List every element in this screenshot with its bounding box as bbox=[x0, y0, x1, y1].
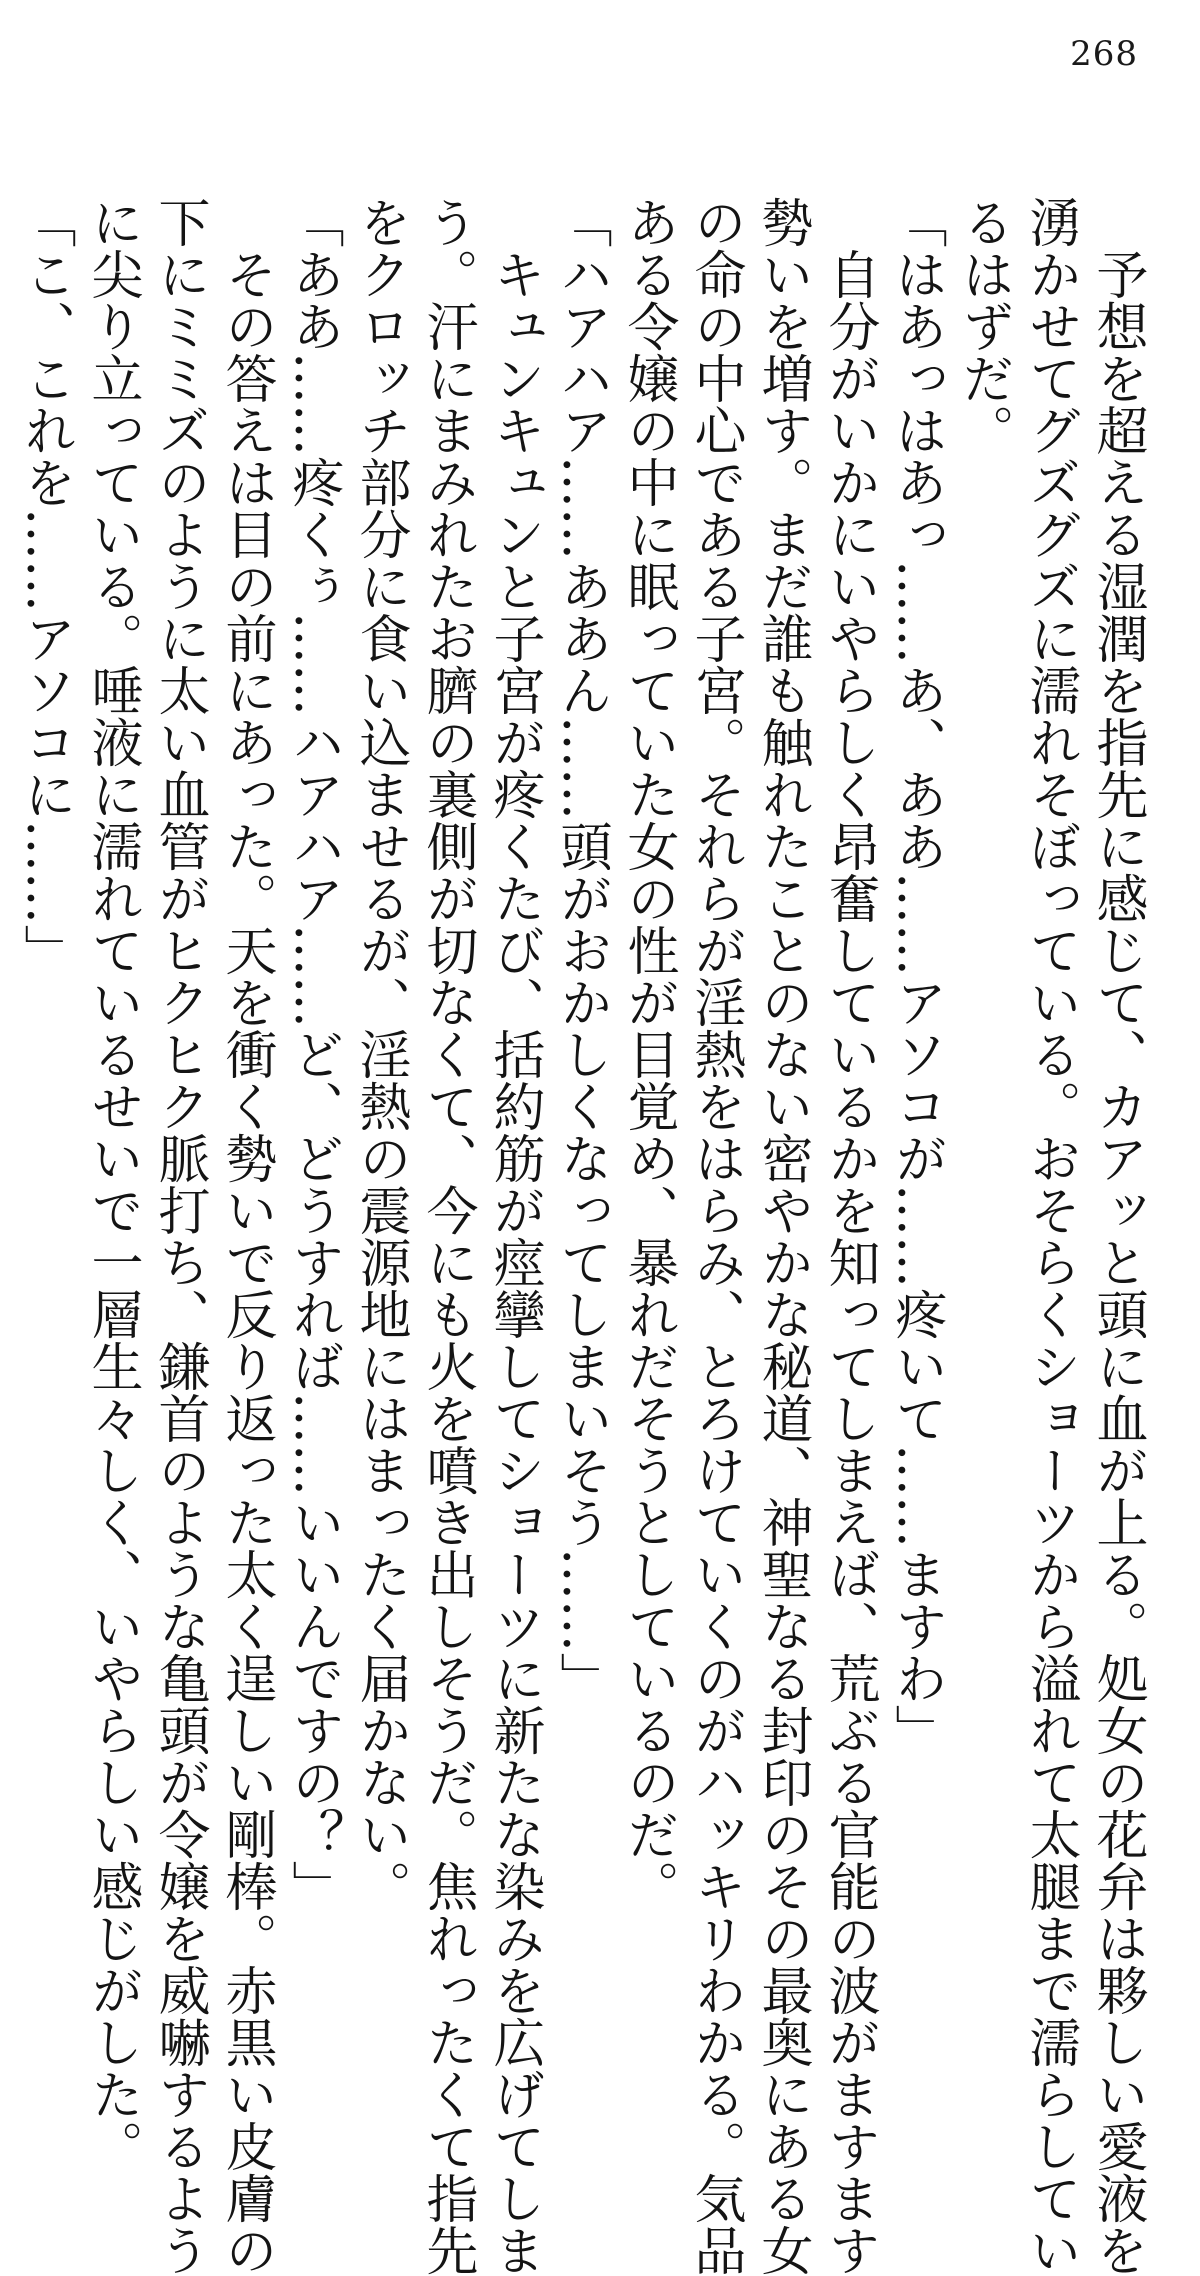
text-line: 「ああ……疼くぅ……ハアハア……ど、どうすれば……いいんですの？」 bbox=[283, 196, 343, 1912]
text-line: キュンキュンと子宮が疼くたび、括約筋が痙攣してショーツに新たな染みを広げてしま bbox=[484, 248, 544, 2276]
text-line: ある令嬢の中に眠っていた女の性が目覚め、暴れだそうとしているのだ。 bbox=[618, 196, 678, 1912]
page-number: 268 bbox=[1070, 34, 1138, 74]
text-line: の命の中心である子宮。それらが淫熱をはらみ、とろけていくのがハッキリわかる。気品 bbox=[685, 196, 745, 2276]
text-line: 「こ、これを……アソコに……」 bbox=[15, 196, 75, 976]
text-line: るはずだ。 bbox=[953, 196, 1013, 456]
body-text bbox=[15, 196, 1150, 2276]
text-line: う。汗にまみれたお臍の裏側が切なくて、今にも火を噴き出しそうだ。焦れったくて指先 bbox=[417, 196, 477, 2276]
text-line: に尖り立っている。唾液に濡れているせいで一層生々しく、いやらしい感じがした。 bbox=[82, 196, 142, 2172]
text-line: 「ハアハア……ああん……頭がおかしくなってしまいそう……」 bbox=[551, 196, 611, 1704]
text-line: その答えは目の前にあった。天を衝く勢いで反り返った太く逞しい剛棒。赤黒い皮膚の bbox=[216, 248, 276, 2276]
text-line: 予想を超える湿潤を指先に感じて、カアッと頭に血が上る。処女の花弁は夥しい愛液を bbox=[1087, 248, 1147, 2276]
text-line: 湧かせてグズグズに濡れそぼっている。おそらくショーツから溢れて太腿まで濡らしてい bbox=[1020, 196, 1080, 2276]
text-line: をクロッチ部分に食い込ませるが、淫熱の震源地にはまったく届かない。 bbox=[350, 196, 410, 1912]
text-line: 下にミミズのように太い血管がヒクヒク脈打ち、鎌首のような亀頭が令嬢を威嚇するよう bbox=[149, 196, 209, 2276]
text-line: 「はあっはあっ……あ、ああ……アソコが……疼いて……ますわ」 bbox=[886, 196, 946, 1756]
text-line: 勢いを増す。まだ誰も触れたことのない密やかな秘道、神聖なる封印のその最奥にある女 bbox=[752, 196, 812, 2276]
text-line: 自分がいかにいやらしく昂奮しているかを知ってしまえば、荒ぶる官能の波がますます bbox=[819, 248, 879, 2276]
